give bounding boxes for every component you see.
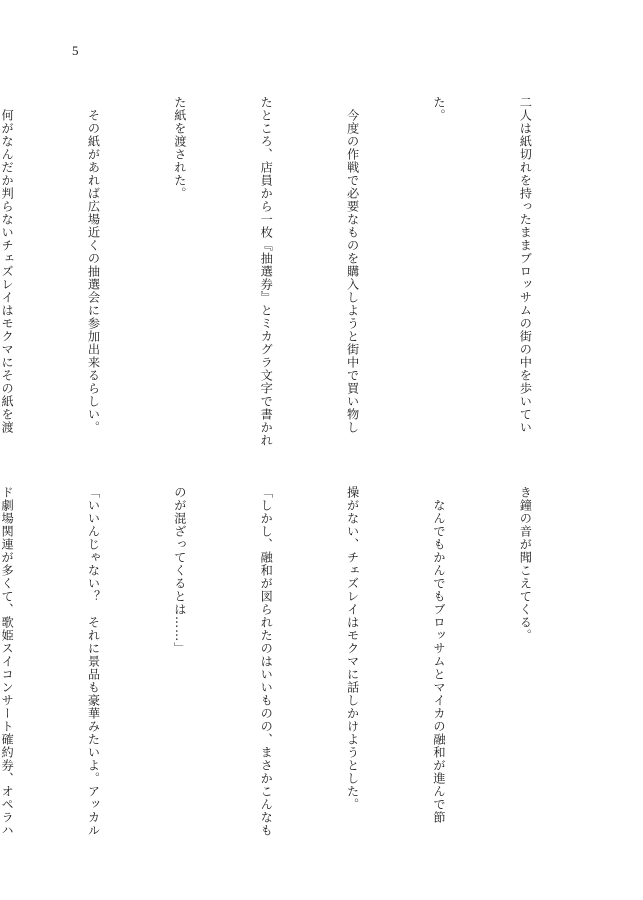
- text-line: 操がない、チェズレイはモクマに話しかけようとした。: [345, 486, 360, 811]
- text-line: たところ、店員から一枚『抽選券』とミカグラ文字で書かれ: [259, 96, 274, 447]
- text-line: た紙を渡された。: [172, 96, 187, 200]
- text-line: 「いいんじゃない？ それに景品も豪華みたいよ。アッカル: [86, 486, 101, 837]
- page-number: 5: [72, 43, 79, 58]
- text-line: 何がなんだか判らないチェズレイはモクマにその紙を渡: [0, 96, 15, 434]
- text-line: き鐘の音が聞こえてくる。: [518, 486, 533, 642]
- text-line: ド劇場関連が多くて、歌姫スイコンサート確約券、オペラハ: [0, 486, 15, 837]
- text-line: のが混ざってくるとは……」: [172, 486, 187, 655]
- text-line: 「しかし、融和が図られたのはいいものの、まさかこんなも: [259, 486, 274, 837]
- text-line: 二人は紙切れを持ったままブロッサムの街の中を歩いてい: [518, 96, 533, 434]
- text-block-bottom: [0, 486, 597, 862]
- text-line: その紙があれば広場近くの抽選会に参加出来るらしい。: [86, 96, 101, 434]
- text-block-top: [0, 96, 597, 472]
- text-line: た。: [432, 96, 447, 122]
- text-line: 今度の作戦で必要なものを購入しようと街中で買い物し: [345, 96, 360, 434]
- text-line: なんでもかんでもブロッサムとマイカの融和が進んで節: [432, 486, 447, 824]
